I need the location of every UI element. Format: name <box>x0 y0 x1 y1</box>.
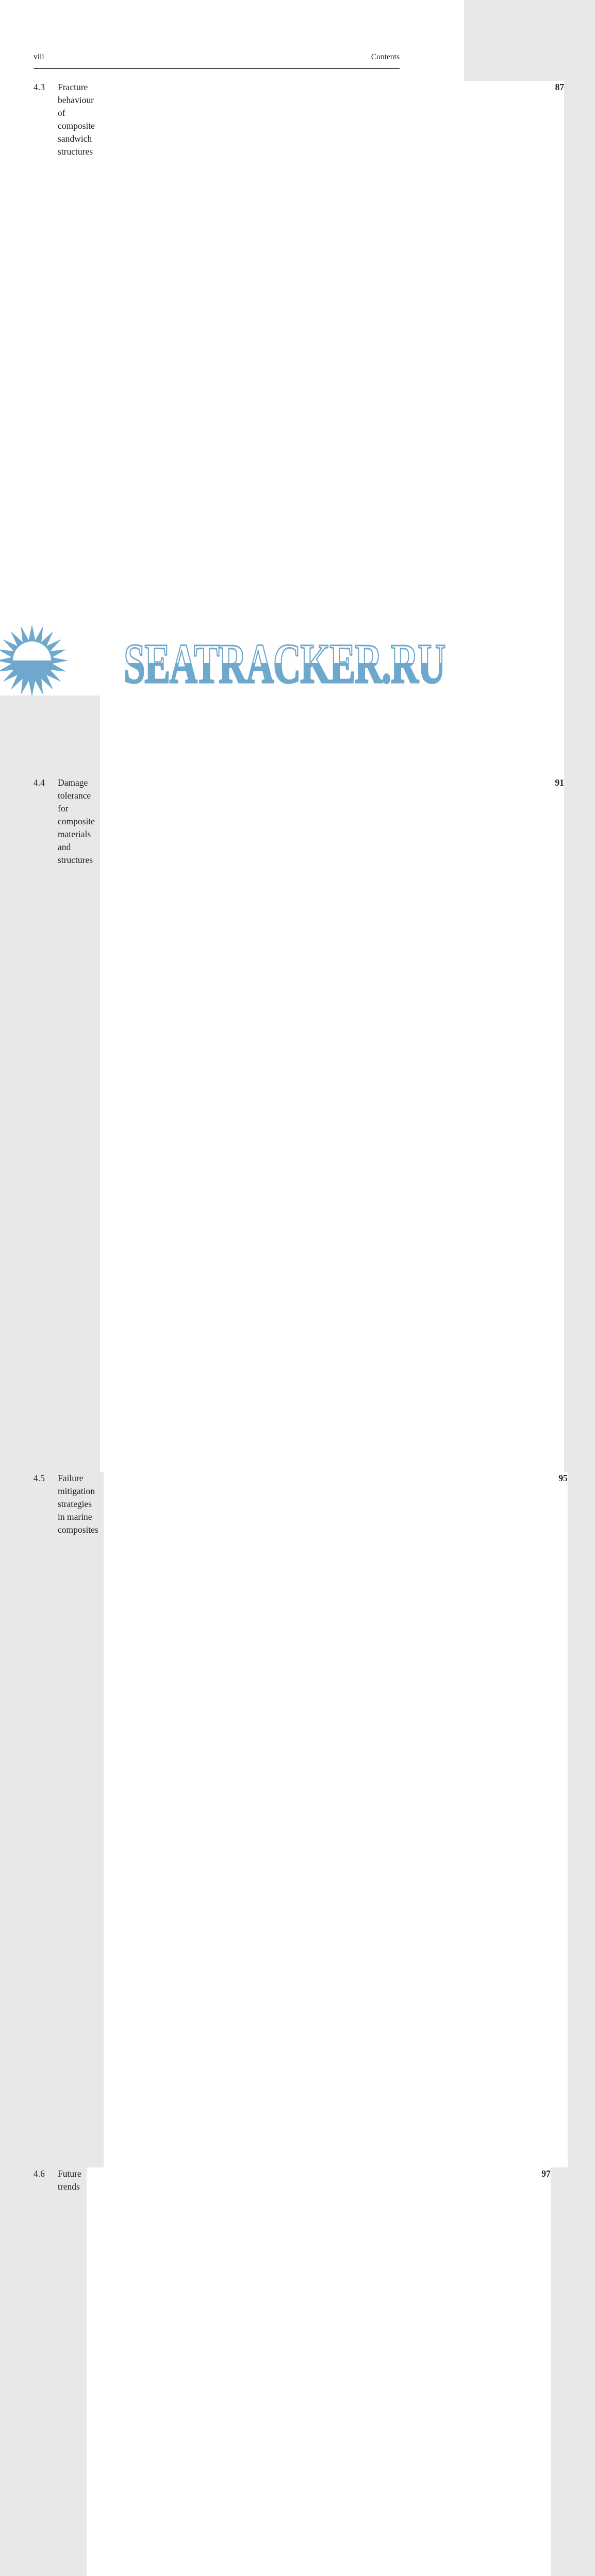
toc-row <box>34 81 564 776</box>
header-rule <box>34 68 400 69</box>
section-page-number: 97 <box>87 2167 551 2576</box>
section-number: 4.5 <box>34 1473 45 1483</box>
section-title: Failure mitigation strategies in marine composites <box>58 1473 98 1535</box>
section-title: Future trends <box>58 2168 81 2192</box>
toc-row <box>34 776 564 1472</box>
running-header <box>34 52 400 62</box>
section-number: 4.4 <box>34 777 45 788</box>
toc-row <box>34 2167 551 2576</box>
section-page-number: 91 <box>100 776 564 1472</box>
toc-row <box>34 1472 568 2167</box>
section-number: 4.3 <box>34 82 45 92</box>
toc <box>34 81 568 2576</box>
section-page-number: 87 <box>100 81 564 776</box>
section-number: 4.6 <box>34 2168 45 2179</box>
section-title: Damage tolerance for composite materials and structures <box>58 777 95 865</box>
folio-page-label: viii <box>34 53 44 61</box>
running-title: Contents <box>371 53 400 61</box>
section-title: Fracture behaviour of composite sandwich structures <box>58 82 95 157</box>
chapter-4 <box>34 81 568 2576</box>
section-page-number: 95 <box>104 1472 568 2167</box>
